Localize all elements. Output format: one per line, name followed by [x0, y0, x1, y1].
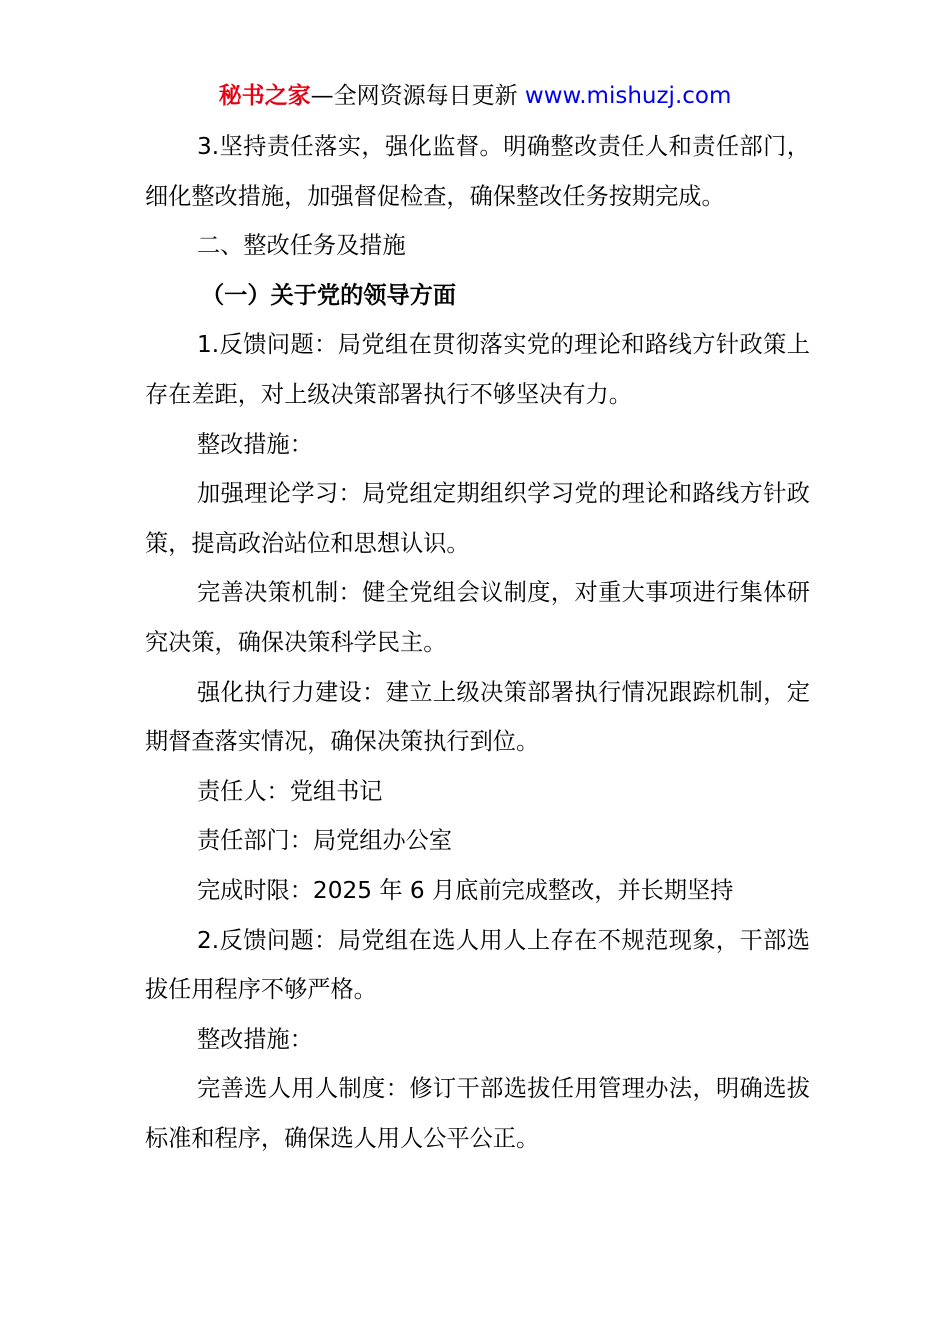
subsection-heading: （一）关于党的领导方面 [201, 281, 457, 309]
measures-label-1: 整改措施： [197, 430, 313, 458]
page-header [0, 80, 950, 112]
section-heading: 二、整改任务及措施 [197, 232, 406, 260]
paragraph-accountability: 3.坚持责任落实，强化监督。明确整改责任人和责任部门，细化整改措施，加强督促检查，确保整改任务按期完成。 [145, 133, 810, 210]
feedback-issue-1: 1.反馈问题：局党组在贯彻落实党的理论和路线方针政策上存在差距，对上级决策部署执行不够坚决有力。 [145, 331, 810, 408]
document-body [145, 122, 810, 1163]
measures-label-2: 整改措施： [197, 1025, 313, 1053]
site-brand: 秘书之家 [218, 83, 311, 109]
measure-selection-system: 完善选人用人制度：修订干部选拔任用管理办法，明确选拔标准和程序，确保选人用人公平公正。 [145, 1075, 810, 1152]
measure-decision-mechanism: 完善决策机制：健全党组会议制度，对重大事项进行集体研究决策，确保决策科学民主。 [145, 579, 810, 656]
responsible-department: 责任部门：局党组办公室 [197, 827, 453, 855]
feedback-issue-2: 2.反馈问题：局党组在选人用人上存在不规范现象，干部选拔任用程序不够严格。 [145, 926, 810, 1004]
measure-theory-study: 加强理论学习：局党组定期组织学习党的理论和路线方针政策，提高政治站位和思想认识。 [145, 480, 810, 557]
responsible-person: 责任人：党组书记 [197, 777, 383, 805]
measure-execution: 强化执行力建设：建立上级决策部署执行情况跟踪机制，定期督查落实情况，确保决策执行到位。 [145, 678, 810, 756]
deadline: 完成时限：2025 年 6 月底前完成整改，并长期坚持 [197, 876, 734, 904]
site-tagline: —全网资源每日更新 [310, 83, 525, 109]
site-url-link[interactable]: www.mishuzj.com [524, 83, 732, 109]
